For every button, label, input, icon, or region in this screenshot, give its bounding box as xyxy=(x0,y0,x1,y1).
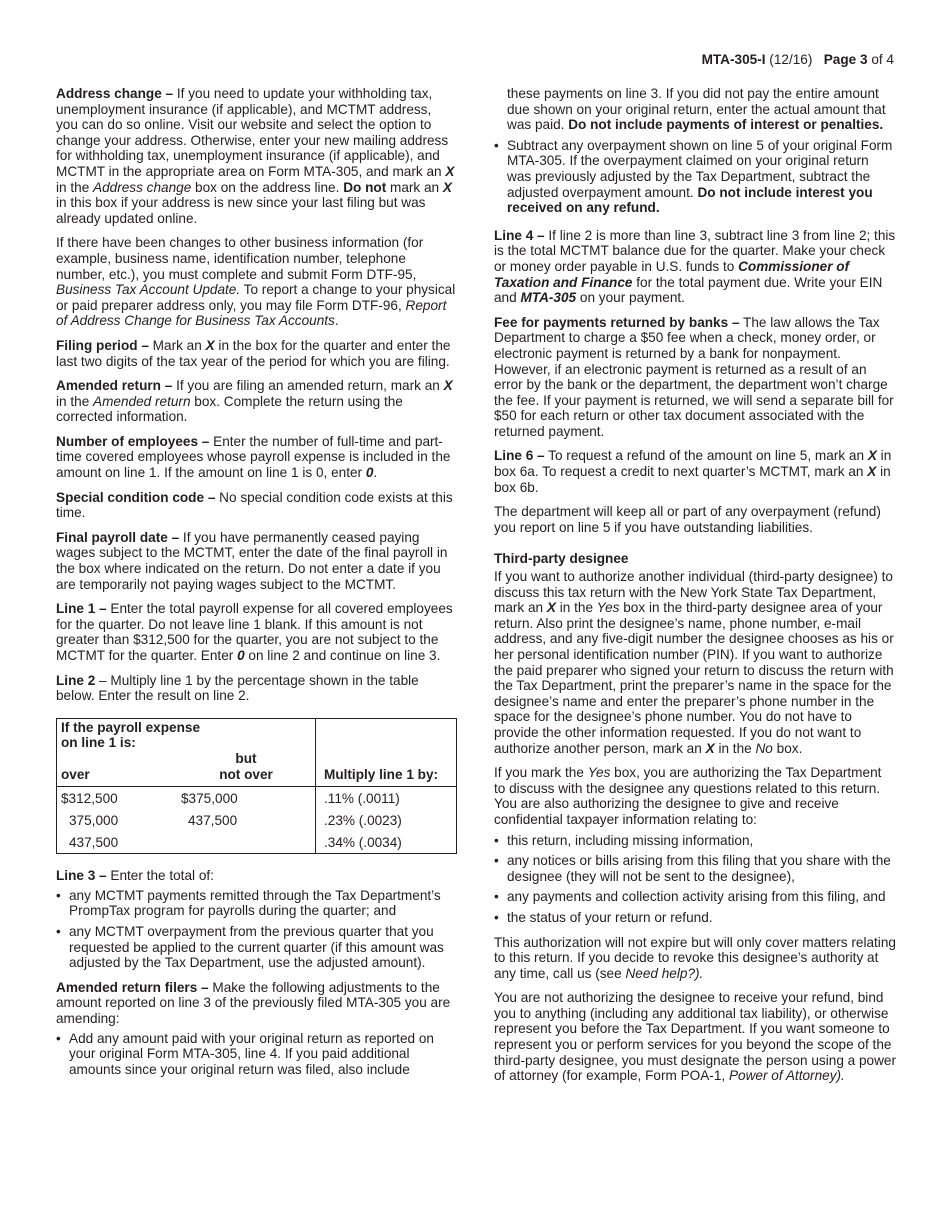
page-of: of 4 xyxy=(867,52,894,67)
rate-table-header-left: If the payroll expense on line 1 is: over but not over xyxy=(57,718,316,786)
list-item: • any payments and collection activity arising from this filing, and xyxy=(494,889,896,905)
designee-title: Third-party designee xyxy=(494,551,629,567)
form-revision: (12/16) xyxy=(765,52,813,67)
right-column xyxy=(494,86,896,1093)
list-item: • any MCTMT payments remitted through the Tax Department’s PrompTax program for payrolls during the quarter; and xyxy=(56,888,456,919)
fee-paragraph: Fee for payments returned by banks – The law allows the Tax Department to charge a $50 fee when a check, money order, or electronic payment is returned by a bank for nonpayment. However, if an electronic payment is returned as a result of an error by the bank or the department, the department won’t charge the fee. If your payment is returned, we will send a separate bill for $50 for each return or other tax document associated with the returned payment. xyxy=(494,314,894,439)
line4-paragraph: Line 4 – If line 2 is more than line 3, subtract line 3 from line 2; this is the total MCTMT balance due for the quarter. Make your check or money order payable in U.S. funds to Commissioner of Taxation and Finance for the total payment due. Write your EIN and MTA-305 on your payment. xyxy=(494,227,896,306)
employees-paragraph: Number of employees – Enter the number of full-time and part-time covered employees whose payroll expense is included in the amount on line 1. If the amount on line 1 is 0, enter 0. xyxy=(56,433,451,481)
designee-paragraph-4: You are not authorizing the designee to receive your refund, bind you to anything (including any additional tax liability), or otherwise represent you before the Tax Department. If you want someone to represent you or perform services for you beyond the scope of the third-party designee, you must designate the person using a power of attorney (for example, Form POA-1, Power of Attorney). xyxy=(494,990,897,1084)
list-item: • Subtract any overpayment shown on line 5 of your original Form MTA-305. If the overpayment claimed on your original return was previously adjusted by the Tax Department, subtract the adjusted overpayment amount. Do not include interest you received on any refund. xyxy=(494,138,896,216)
line3-paragraph: Line 3 – Enter the total of: xyxy=(56,868,214,884)
list-item: • the status of your return or refund. xyxy=(494,910,896,926)
continued-paragraph: these payments on line 3. If you did not pay the entire amount due shown on your original return, enter the actual amount that was paid. Do not include payments of interest or penalties. xyxy=(507,86,886,133)
col-multiply-label: Multiply line 1 by: xyxy=(316,718,457,786)
col-over-label: over xyxy=(61,766,90,782)
keep-paragraph: The department will keep all or part of any overpayment (refund) you report on line 5 if you have outstanding liabilities. xyxy=(494,504,881,535)
form-number: MTA-305-I xyxy=(701,52,766,67)
designee-list xyxy=(494,833,896,926)
col-but-label: but xyxy=(235,750,257,766)
rate-table xyxy=(56,718,457,854)
address-change-paragraph: Address change – If you need to update your withholding tax, unemployment insurance (if applicable), and MCTMT address, you can do so online. Visit our website and select the option to change your address. Otherwise, enter your new mailing address for withholding tax, unemployment insurance (if applicable), and MCTMT in the appropriate area on Form MTA-305, and mark an X in the Address change box on the address line. Do not mark an X in this box if your address is new since your last filing but was already updated online. xyxy=(56,86,455,226)
list-item: • Add any amount paid with your original return as reported on your original Form MTA-305, line 4. If you paid additional amounts since your original return was filed, also include xyxy=(56,1031,456,1078)
amended-filers-paragraph: Amended return filers – Make the following adjustments to the amount reported on line 3 of the previously filed MTA-305 you are amending: xyxy=(56,979,451,1026)
subtract-list xyxy=(494,138,896,216)
designee-paragraph-1: If you want to authorize another individual (third-party designee) to discuss this tax return with the New York State Tax Department, mark an X in the Yes box in the third-party designee area of your return. Also print the designee’s name, phone number, e-mail address, and any five-digit number the designee chooses as his or her personal identification number (PIN). If you want to authorize the paid preparer who signed your return to discuss the return with the Tax Department, print the preparer’s name in the space for the designee’s name and enter the preparer’s phone number in the space for the designee’s phone number. You do not have to provide the other information requested. If you do not want to authorize another person, mark an X in the No box. xyxy=(494,569,894,756)
page-header xyxy=(702,52,894,68)
designee-paragraph-2: If you mark the Yes box, you are authorizing the Tax Department to discuss with the designee any questions related to this return. You are also authorizing the designee to give and receive confidential taxpayer information relating to: xyxy=(494,765,882,827)
line1-paragraph: Line 1 – Enter the total payroll expense for all covered employees for the quarter. Do not leave line 1 blank. If this amount is not greater than $312,500 for the quarter, you are not subject to the MCTMT for the quarter. Enter 0 on line 2 and continue on line 3. xyxy=(56,601,453,663)
final-payroll-paragraph: Final payroll date – If you have permanently ceased paying wages subject to the MCTMT, enter the date of the final payroll in the box where indicated on the return. Do not enter a date if you are temporarily not paying wages subject to the MCTMT. xyxy=(56,529,448,592)
amended-return-paragraph: Amended return – If you are filing an amended return, mark an X in the Amended return box. Complete the return using the corrected information. xyxy=(56,378,453,425)
list-item: • this return, including missing information, xyxy=(494,833,896,849)
line6-paragraph: Line 6 – To request a refund of the amount on line 5, mark an X in box 6a. To request a credit to next quarter’s MCTMT, mark an X in box 6b. xyxy=(494,448,892,495)
special-condition-paragraph: Special condition code – No special condition code exists at this time. xyxy=(56,489,453,521)
col-notover-label: not over xyxy=(219,766,273,782)
table-row: 437,500 .34% (.0034) xyxy=(57,831,457,854)
designee-paragraph-3: This authorization will not expire but will only cover matters relating to this return. If you decide to revoke this designee’s authority at any time, call us (see Need help?). xyxy=(494,934,896,981)
left-column xyxy=(56,86,456,1086)
table-row: 375,000 437,500 .23% (.0023) xyxy=(57,809,457,831)
list-item: • any MCTMT overpayment from the previous quarter that you requested be applied to the current quarter (if this amount was adjusted by the Tax Department, use the adjusted amount). xyxy=(56,924,456,971)
filing-period-paragraph: Filing period – Mark an X in the box for the quarter and enter the last two digits of the tax year of the period for which you are filing. xyxy=(56,337,451,369)
other-changes-paragraph: If there have been changes to other business information (for example, business name, identification number, telephone number, etc.), you must complete and submit Form DTF-95, Business Tax Account Update. To report a change to your physical or paid preparer address only, you may file Form DTF-96, Report of Address Change for Business Tax Accounts. xyxy=(56,235,456,329)
line3-list xyxy=(56,888,456,971)
page-label: Page 3 xyxy=(823,52,868,67)
amended-filers-list xyxy=(56,1031,456,1078)
table-row: $312,500 $375,000 .11% (.0011) xyxy=(57,787,457,810)
list-item: • any notices or bills arising from this filing that you share with the designee (they will not be sent to the designee), xyxy=(494,853,896,884)
line2-paragraph: Line 2 – Multiply line 1 by the percentage shown in the table below. Enter the result on line 2. xyxy=(56,672,419,704)
